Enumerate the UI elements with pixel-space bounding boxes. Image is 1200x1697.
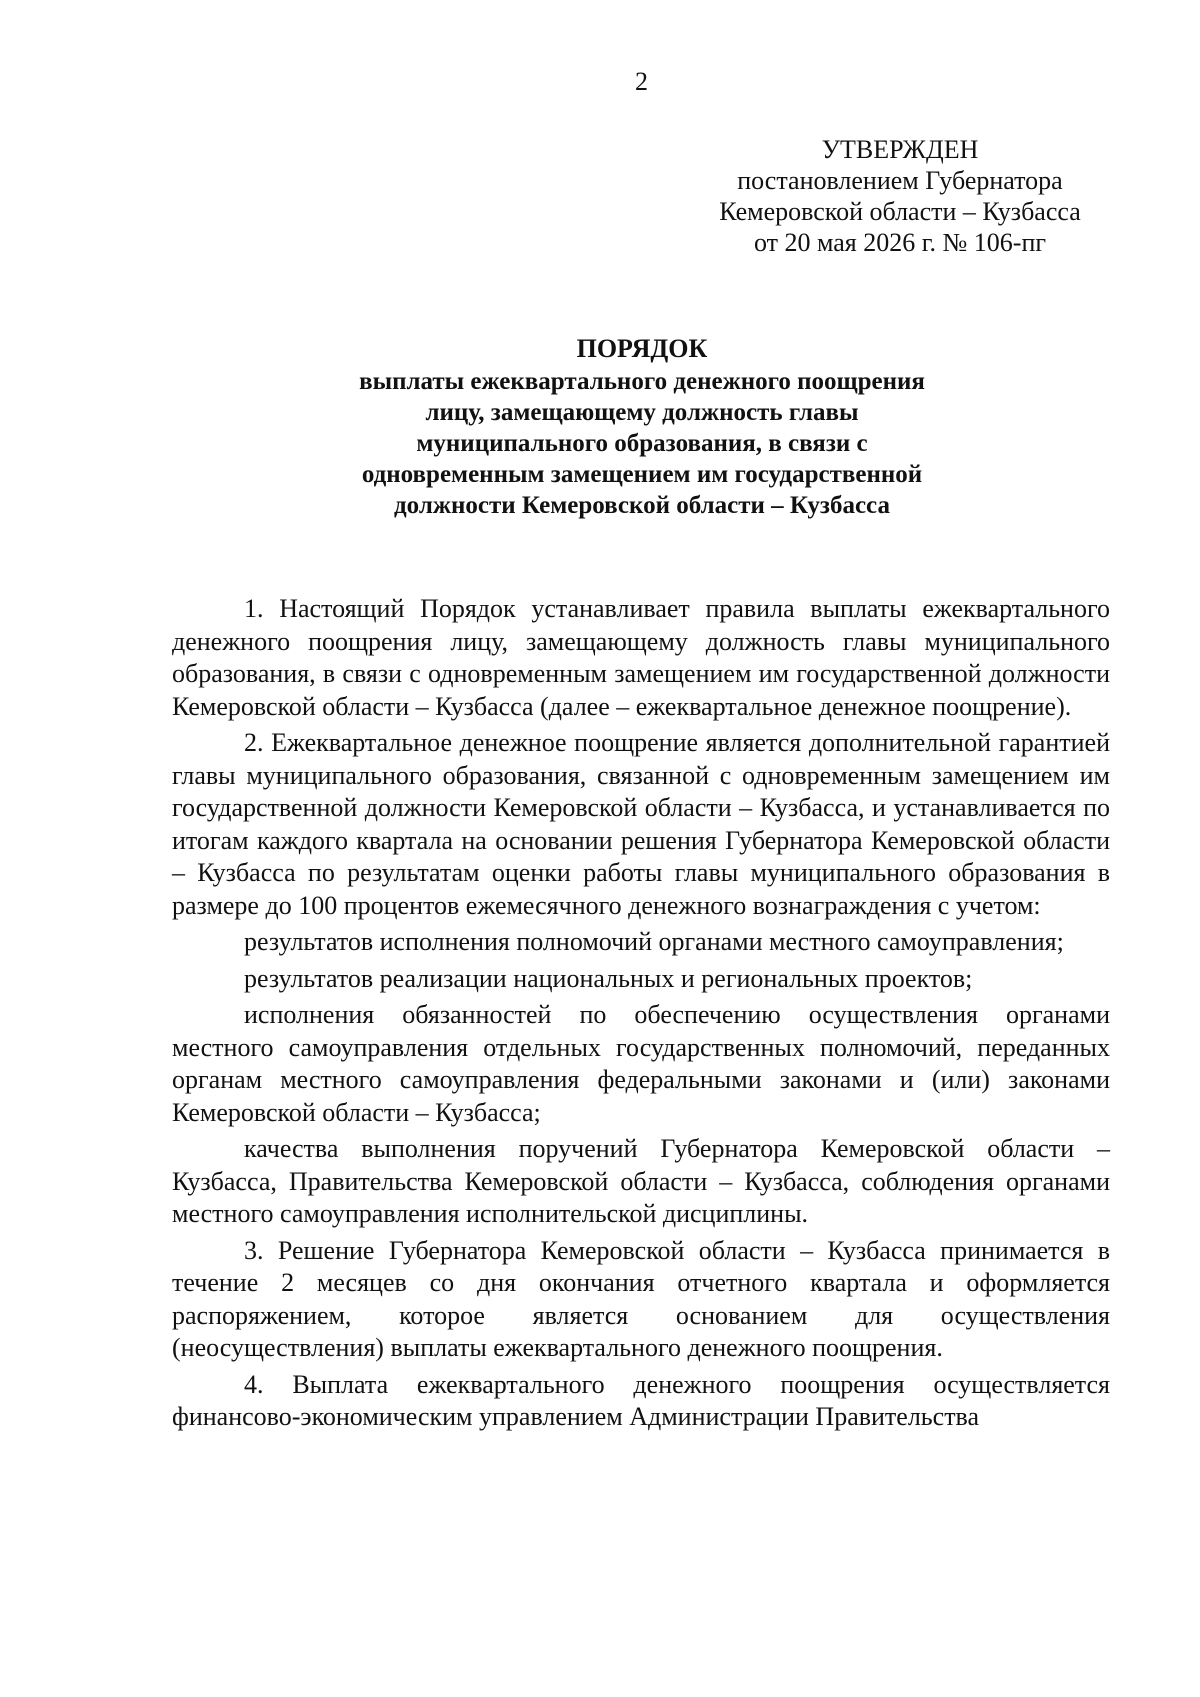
document-title bbox=[172, 333, 1112, 521]
approval-line: постановлением Губернатора bbox=[737, 166, 1063, 195]
approval-date-number: от 20 мая 2026 г. № 106-пг bbox=[753, 228, 1047, 257]
page-number: 2 bbox=[635, 67, 648, 96]
paragraph-4: 4. Выплата ежеквартального денежного поощрения осуществляется финансово-экономическим управлением Администрации Правительства bbox=[172, 1369, 1110, 1431]
title-line: муниципального образования, в связи с bbox=[416, 430, 868, 457]
paragraph-1: 1. Настоящий Порядок устанавливает правила выплаты ежеквартального денежного поощрения лицу, замещающему должность главы муниципального образования, в связи с одновременным замещением им государственной должности Кемеровской области – Кузбасса (далее – ежеквартальное денежное поощрение). bbox=[172, 594, 1110, 721]
approval-stamp bbox=[690, 134, 1110, 258]
document-body bbox=[172, 593, 1110, 1438]
paragraph-2: 2. Ежеквартальное денежное поощрение является дополнительной гарантией главы муниципального образования, связанной с одновременным замещением им государственной должности Кемеровской области – Кузбасса, и устанавливается по итогам каждого квартала на основании решения Губернатора Кемеровской области – Кузбасса по результатам оценки работы главы муниципального образования в размере до 100 процентов ежемесячного денежного вознаграждения с учетом: bbox=[172, 728, 1110, 920]
paragraph-criterion: качества выполнения поручений Губернатора Кемеровской области – Кузбасса, Правительства Кемеровской области – Кузбасса, соблюдения органами местного самоуправления исполнительской дисциплины. bbox=[172, 1134, 1110, 1228]
title-line: лицу, замещающему должность главы bbox=[425, 399, 859, 426]
approval-heading: УТВЕРЖДЕН bbox=[821, 135, 979, 164]
title-line: одновременным замещением им государственной bbox=[361, 461, 923, 488]
title-line: должности Кемеровской области – Кузбасса bbox=[394, 492, 890, 519]
paragraph-criterion: исполнения обязанностей по обеспечению осуществления органами местного самоуправления отдельных государственных полномочий, переданных органам местного самоуправления федеральными законами и (или) законами Кемеровской области – Кузбасса; bbox=[172, 1000, 1110, 1127]
paragraph-3: 3. Решение Губернатора Кемеровской области – Кузбасса принимается в течение 2 месяцев со дня окончания отчетного квартала и оформляется распоряжением, которое является основанием для осуществления (неосуществления) выплаты ежеквартального денежного поощрения. bbox=[172, 1235, 1110, 1362]
title-line: выплаты ежеквартального денежного поощрения bbox=[359, 368, 925, 395]
approval-line: Кемеровской области – Кузбасса bbox=[719, 197, 1081, 226]
paragraph-criterion: результатов исполнения полномочий органами местного самоуправления; bbox=[244, 927, 1064, 956]
paragraph-criterion: результатов реализации национальных и региональных проектов; bbox=[244, 963, 973, 993]
title-main: ПОРЯДОК bbox=[576, 334, 708, 363]
